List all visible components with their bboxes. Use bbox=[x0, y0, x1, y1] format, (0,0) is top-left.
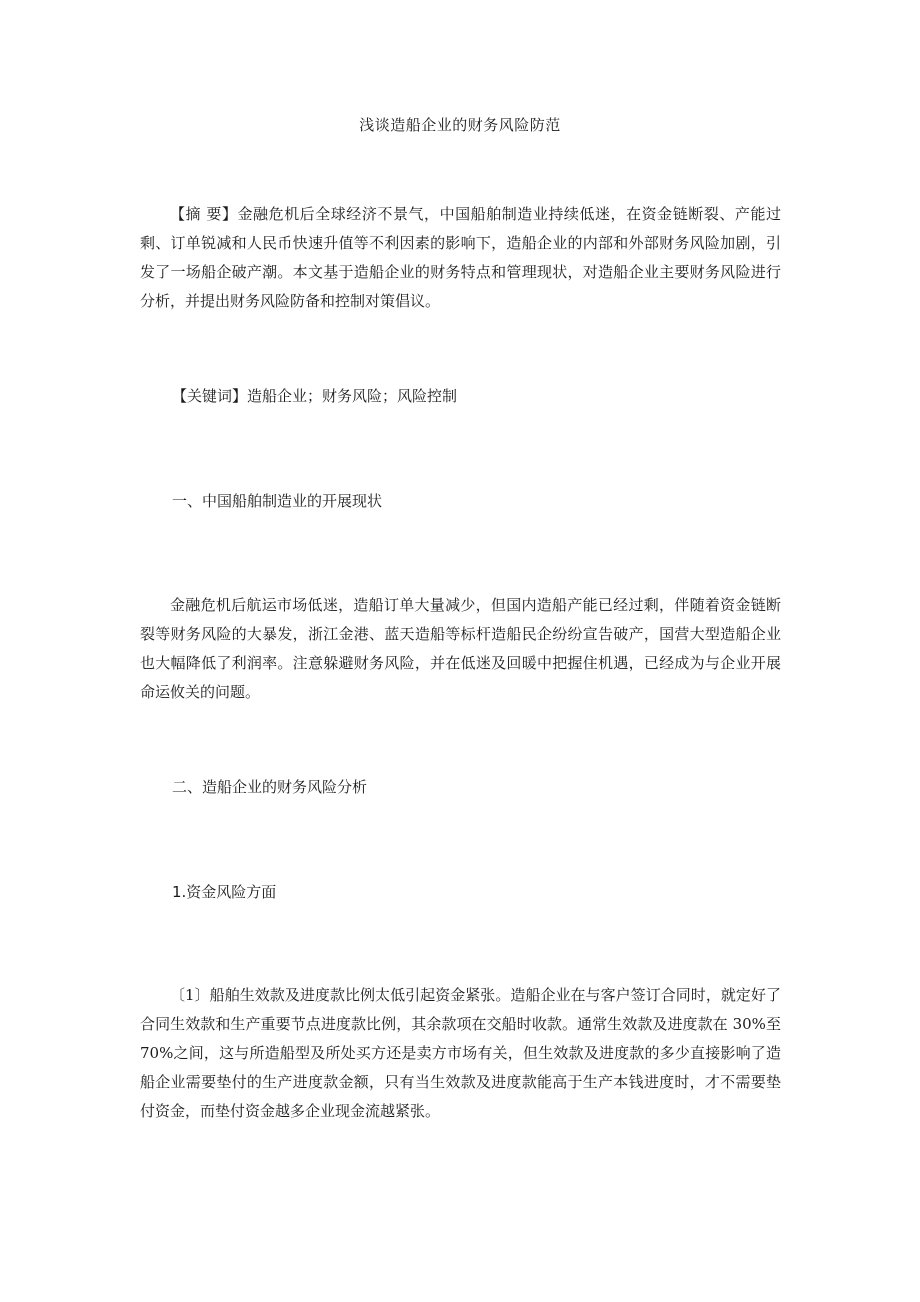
section-1-paragraph: 金融危机后航运市场低迷，造船订单大量减少，但国内造船产能已经过剩，伴随着资金链断裂等财务风险的大暴发，浙江金港、蓝天造船等标杆造船民企纷纷宣告破产，国营大型造船企业也大幅降低了利润率。注意躲避财务风险，并在低迷及回暖中把握住机遇，已经成为与企业开展命运攸关的问题。 bbox=[140, 596, 781, 701]
abstract-text: 金融危机后全球经济不景气，中国船舶制造业持续低迷，在资金链断裂、产能过剩、订单锐减和人民币快速升值等不利因素的影响下，造船企业的内部和外部财务风险加剧，引发了一场船企破产潮。本文基于造船企业的财务特点和管理现状，对造船企业主要财务风险进行分析，并提出财务风险防备和控制对策倡议。 bbox=[140, 205, 781, 310]
keywords-label: 【关键词】 bbox=[172, 387, 248, 405]
document-title: 浅谈造船企业的财务风险防范 bbox=[359, 116, 561, 134]
keywords-text: 造船企业；财务风险；风险控制 bbox=[247, 387, 458, 405]
abstract-paragraph bbox=[140, 200, 781, 316]
subsection-heading-1: 1.资金风险方面 bbox=[172, 883, 277, 901]
section-heading-1: 一、中国船舶制造业的开展现状 bbox=[172, 492, 383, 510]
point-1-paragraph: 〔1〕船舶生效款及进度款比例太低引起资金紧张。造船企业在与客户签订合同时，就定好了合同生效款和生产重要节点进度款比例，其余款项在交船时收款。通常生效款及进度款在 30%至 70%之间，这与所造船型及所处买方还是卖方市场有关，但生效款及进度款的多少直接影响了造船企业需要垫付的生产进度款金额，只有当生效款及进度款能高于生产本钱进度时，才不需要垫付资金，而垫付资金越多企业现金流越紧张。 bbox=[140, 986, 781, 1120]
section-heading-2: 二、造船企业的财务风险分析 bbox=[172, 778, 368, 796]
keywords-line bbox=[172, 385, 457, 407]
abstract-label: 【摘 要】 bbox=[170, 205, 238, 223]
